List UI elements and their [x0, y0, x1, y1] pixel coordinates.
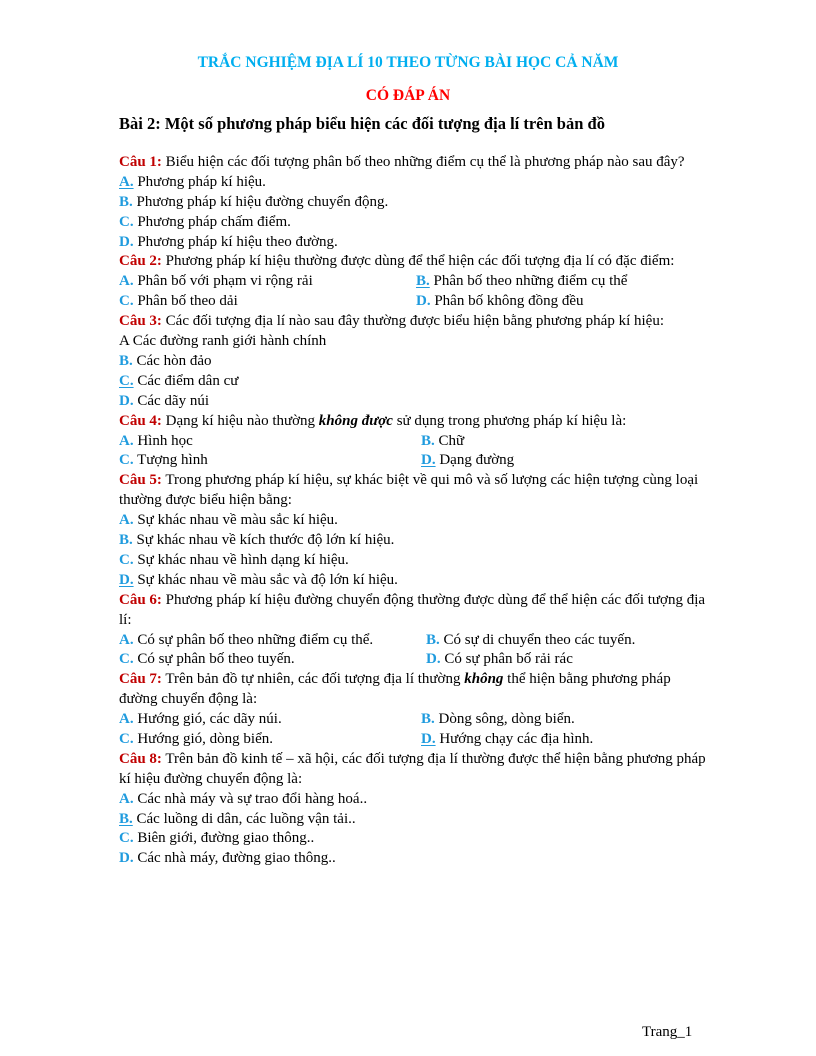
- option-5d: [119, 571, 709, 591]
- option-letter: D.: [119, 233, 134, 250]
- question-text: Phương pháp kí hiệu thường được dùng để thể hiện các đối tượng địa lí có đặc điểm:: [161, 253, 675, 270]
- option-5b: [119, 531, 709, 551]
- option-text: Hướng gió, các dãy núi.: [133, 711, 282, 728]
- option-4d: [421, 451, 514, 471]
- option-text: Các điểm dân cư: [133, 372, 239, 389]
- option-letter: B.: [421, 432, 435, 449]
- question-text: Phương pháp kí hiệu đường chuyển động thường được dùng để thể hiện các đối tượng địa lí:: [119, 591, 706, 628]
- option-text: Hướng gió, dòng biển.: [133, 730, 273, 747]
- option-5a: [119, 511, 709, 531]
- option-text: Hình học: [133, 432, 193, 449]
- option-text: Chữ: [434, 432, 465, 449]
- option-1b: [119, 193, 709, 213]
- option-text: Sự khác nhau về màu sắc và độ lớn kí hiệu.: [133, 571, 398, 588]
- question-label: Câu 7:: [119, 671, 162, 688]
- question-7: [119, 670, 709, 710]
- option-8d: [119, 849, 709, 869]
- option-text: Các nhà máy, đường giao thông..: [133, 850, 336, 867]
- question-text: Biểu hiện các đối tượng phân bố theo những điểm cụ thể là phương pháp nào sau đây?: [161, 154, 685, 170]
- option-letter: A.: [119, 273, 134, 290]
- option-text: Các đường ranh giới hành chính: [129, 333, 327, 350]
- option-text: Có sự phân bố theo những điểm cụ thể.: [133, 631, 374, 648]
- option-6a: [119, 631, 426, 651]
- option-2c: [119, 292, 416, 312]
- option-letter: C.: [119, 651, 134, 668]
- question-label: Câu 2:: [119, 253, 162, 270]
- option-letter: C.: [119, 452, 134, 469]
- option-row: [119, 710, 709, 730]
- question-emphasis: không được: [318, 412, 393, 429]
- option-1a: [119, 173, 709, 193]
- question-list: [119, 153, 709, 869]
- option-6d: [426, 650, 573, 670]
- question-text: Dạng kí hiệu nào thường: [161, 412, 319, 429]
- option-6b: [426, 631, 635, 651]
- option-2b: [416, 272, 627, 292]
- option-letter: D.: [119, 850, 134, 867]
- option-text: Phương pháp kí hiệu theo đường.: [133, 233, 338, 250]
- option-text: Có sự phân bố theo tuyến.: [133, 651, 295, 668]
- option-4a: [119, 432, 421, 452]
- option-1d: [119, 233, 709, 253]
- option-text: Phân bố với phạm vi rộng rải: [133, 273, 313, 290]
- page-number: Trang_1: [642, 1024, 693, 1040]
- option-text: Các luồng di dân, các luồng vận tải..: [132, 810, 356, 827]
- option-letter: B.: [119, 352, 133, 369]
- document-title: TRẮC NGHIỆM ĐỊA LÍ 10 THEO TỪNG BÀI HỌC CẢ NĂM: [197, 54, 619, 71]
- option-letter: A.: [119, 790, 134, 807]
- question-emphasis: không: [464, 671, 504, 688]
- option-text: Dạng đường: [435, 452, 515, 469]
- question-label: Câu 1:: [119, 154, 162, 170]
- option-letter: C.: [119, 830, 134, 847]
- option-text: Phương pháp kí hiệu đường chuyển động.: [132, 193, 389, 210]
- option-row: [119, 730, 709, 750]
- option-text: Phương pháp kí hiệu.: [133, 173, 266, 190]
- option-3b: [119, 352, 709, 372]
- option-8a: [119, 790, 709, 810]
- option-letter: B.: [119, 810, 133, 827]
- question-text: Các đối tượng địa lí nào sau đây thường được biểu hiện bằng phương pháp kí hiệu:: [161, 313, 664, 330]
- option-row: [119, 451, 709, 471]
- option-text: Hướng chạy các địa hình.: [435, 730, 594, 747]
- question-text: Trong phương pháp kí hiệu, sự khác biệt về qui mô và số lượng các hiện tượng cùng loại thường được biểu hiện bằng:: [119, 472, 699, 509]
- option-letter: D.: [421, 452, 436, 469]
- option-letter: D.: [119, 392, 134, 409]
- question-label: Câu 6:: [119, 591, 162, 608]
- option-letter: A.: [119, 711, 134, 728]
- option-letter: C.: [119, 372, 134, 389]
- option-letter: C.: [119, 730, 134, 747]
- document-subtitle: CÓ ĐÁP ÁN: [365, 87, 451, 104]
- option-7b: [421, 710, 575, 730]
- option-text: Phương pháp chấm điểm.: [133, 213, 291, 230]
- option-7c: [119, 730, 421, 750]
- question-5: [119, 471, 709, 511]
- option-text: Các hòn đảo: [132, 352, 212, 369]
- option-8b: [119, 810, 709, 830]
- question-text: sử dụng trong phương pháp kí hiệu là:: [392, 412, 627, 429]
- question-text: Trên bản đồ tự nhiên, các đối tượng địa lí thường: [161, 671, 465, 688]
- question-2: [119, 252, 709, 272]
- lesson-heading: Bài 2: Một số phương pháp biểu hiện các đối tượng địa lí trên bản đồ: [119, 114, 605, 133]
- option-text: Sự khác nhau về màu sắc kí hiệu.: [133, 512, 338, 529]
- option-row: [119, 631, 709, 651]
- option-letter: C.: [119, 213, 134, 230]
- option-letter: D.: [421, 730, 436, 747]
- option-3a: [119, 332, 709, 352]
- option-letter: D.: [426, 651, 441, 668]
- option-letter: A: [119, 333, 130, 350]
- option-3d: [119, 392, 709, 412]
- option-4c: [119, 451, 421, 471]
- option-3c: [119, 372, 709, 392]
- option-letter: B.: [119, 193, 133, 210]
- option-text: Tượng hình: [133, 452, 208, 469]
- question-text: thể hiện bằng phương pháp đường chuyển động là:: [119, 671, 671, 708]
- question-label: Câu 4:: [119, 412, 162, 429]
- option-letter: D.: [416, 293, 431, 310]
- option-letter: C.: [119, 293, 134, 310]
- option-letter: B.: [416, 273, 430, 290]
- option-7d: [421, 730, 593, 750]
- option-row: [119, 272, 709, 292]
- option-letter: A.: [119, 631, 134, 648]
- option-row: [119, 650, 709, 670]
- option-letter: A.: [119, 432, 134, 449]
- option-text: Biên giới, đường giao thông..: [133, 830, 315, 847]
- question-6: [119, 591, 709, 631]
- option-text: Phân bố theo dải: [133, 293, 238, 310]
- option-text: Phân bố không đồng đều: [430, 293, 584, 310]
- option-text: Có sự di chuyển theo các tuyến.: [439, 631, 636, 648]
- option-5c: [119, 551, 709, 571]
- option-letter: B.: [421, 711, 435, 728]
- option-row: [119, 432, 709, 452]
- option-7a: [119, 710, 421, 730]
- option-8c: [119, 829, 709, 849]
- option-letter: D.: [119, 571, 134, 588]
- option-text: Sự khác nhau về kích thước độ lớn kí hiệu.: [132, 532, 395, 549]
- question-label: Câu 5:: [119, 472, 162, 489]
- option-letter: A.: [119, 173, 134, 190]
- option-2d: [416, 292, 584, 312]
- option-letter: B.: [426, 631, 440, 648]
- option-text: Dòng sông, dòng biển.: [434, 711, 575, 728]
- option-letter: A.: [119, 512, 134, 529]
- question-text: Trên bản đồ kinh tế – xã hội, các đối tượng địa lí thường được thể hiện bằng phương pháp kí hiệu đường chuyển động là:: [119, 750, 706, 787]
- option-1c: [119, 213, 709, 233]
- question-8: [119, 750, 709, 790]
- question-4: [119, 412, 709, 432]
- option-letter: C.: [119, 551, 134, 568]
- option-6c: [119, 650, 426, 670]
- option-row: [119, 292, 709, 312]
- option-text: Các nhà máy và sự trao đổi hàng hoá..: [133, 790, 368, 807]
- question-label: Câu 3:: [119, 313, 162, 330]
- question-label: Câu 8:: [119, 750, 162, 767]
- option-text: Có sự phân bố rải rác: [440, 651, 573, 668]
- option-text: Các dãy núi: [133, 392, 209, 409]
- option-text: Sự khác nhau về hình dạng kí hiệu.: [133, 551, 349, 568]
- option-text: Phân bố theo những điểm cụ thể: [429, 273, 628, 290]
- option-2a: [119, 272, 416, 292]
- option-4b: [421, 432, 464, 452]
- question-3: [119, 312, 709, 332]
- question-1: [119, 153, 709, 173]
- option-letter: B.: [119, 532, 133, 549]
